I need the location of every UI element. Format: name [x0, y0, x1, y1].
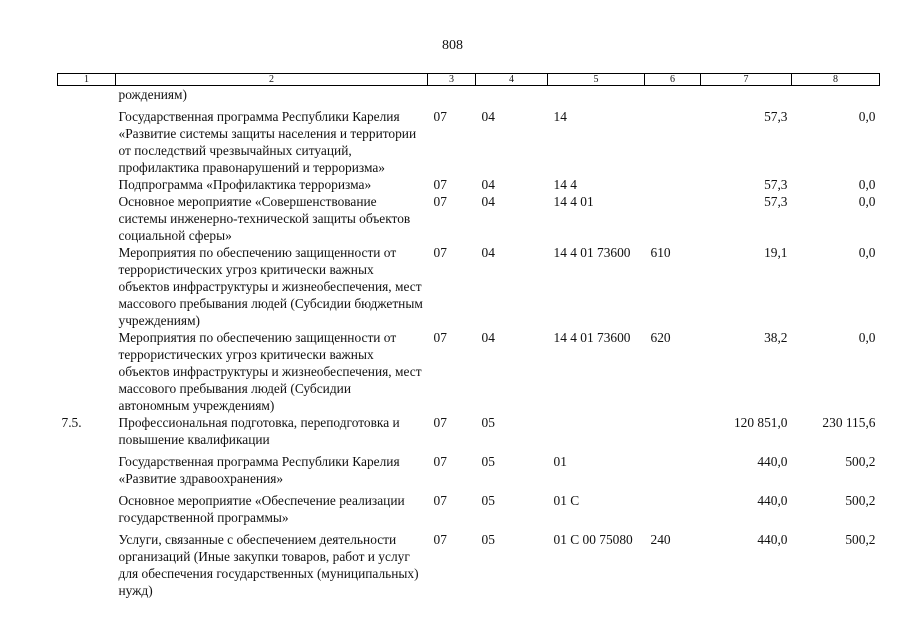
row-amount-col7: [701, 86, 792, 104]
row-expense-type: 620: [650, 330, 671, 345]
table-row: [58, 193, 880, 244]
row-section: 07: [433, 245, 447, 260]
row-section: 07: [433, 532, 447, 547]
table-row: [58, 414, 880, 448]
column-header-4: 4: [476, 74, 548, 86]
row-amount-col8: 230 115,6: [822, 415, 876, 430]
column-header-5: 5: [548, 74, 645, 86]
row-target-article: 14 4 01 73600: [553, 245, 631, 260]
row-amount-col8: 0,0: [858, 194, 876, 209]
row-number: [58, 193, 116, 244]
row-target-article: 14 4 01: [553, 194, 594, 209]
row-number: 7.5.: [61, 415, 82, 430]
table-row: [58, 329, 880, 414]
row-section: 07: [433, 194, 447, 209]
row-number: [58, 176, 116, 193]
row-subsection: 04: [481, 177, 495, 192]
row-expense-type: [645, 487, 701, 526]
row-section: 07: [433, 415, 447, 430]
row-target-article: 14: [553, 109, 567, 124]
row-amount-col8: 500,2: [845, 454, 876, 469]
row-number: [58, 244, 116, 329]
row-expense-type: [645, 176, 701, 193]
row-number: [58, 448, 116, 487]
column-header-3: 3: [428, 74, 476, 86]
table-body: [58, 86, 880, 600]
row-expense-type: 610: [650, 245, 671, 260]
row-name: Государственная программа Республики Карелия «Развитие здравоохранения»: [118, 454, 400, 486]
row-number: [58, 103, 116, 176]
table-row: [58, 176, 880, 193]
row-subsection: 04: [481, 109, 495, 124]
column-header-7: 7: [701, 74, 792, 86]
row-number: [58, 487, 116, 526]
row-subsection: [476, 86, 548, 104]
table-row: [58, 244, 880, 329]
row-amount-col7: 440,0: [757, 532, 788, 547]
row-name: рождениям): [118, 87, 187, 102]
row-number: [58, 329, 116, 414]
row-amount-col7: 120 851,0: [733, 415, 788, 430]
table-row: [58, 487, 880, 526]
row-expense-type: [645, 103, 701, 176]
column-header-2: 2: [116, 74, 428, 86]
row-number: [58, 526, 116, 599]
row-section: 07: [433, 177, 447, 192]
row-target-article: [548, 414, 645, 448]
row-amount-col7: 57,3: [764, 194, 788, 209]
row-name: Основное мероприятие «Совершенствование системы инженерно-технической защиты объектов социальной сферы»: [118, 194, 411, 243]
row-section: 07: [433, 454, 447, 469]
row-amount-col7: 19,1: [764, 245, 788, 260]
row-subsection: 05: [481, 493, 495, 508]
page-number: 808: [442, 38, 463, 53]
row-target-article: 01: [553, 454, 567, 469]
column-header-1: 1: [58, 74, 116, 86]
row-amount-col8: 500,2: [845, 532, 876, 547]
row-expense-type: [645, 448, 701, 487]
row-amount-col7: 57,3: [764, 109, 788, 124]
table-header-row: [58, 74, 880, 86]
table-row: [58, 86, 880, 104]
row-target-article: 14 4: [553, 177, 577, 192]
table-row: [58, 526, 880, 599]
row-expense-type: 240: [650, 532, 671, 547]
row-amount-col7: 57,3: [764, 177, 788, 192]
row-target-article: 01 С: [553, 493, 580, 508]
row-name: Основное мероприятие «Обеспечение реализации государственной программы»: [118, 493, 405, 525]
row-target-article: 01 С 00 75080: [553, 532, 633, 547]
row-name: Мероприятия по обеспечению защищенности от террористических угроз критически важных объектов инфраструктуры и жизнеобеспечения, мест массового пребывания людей (Субсидии автономным учреждениям): [118, 330, 422, 413]
row-amount-col7: 440,0: [757, 493, 788, 508]
column-header-6: 6: [645, 74, 701, 86]
budget-table: [57, 73, 880, 599]
row-section: 07: [433, 109, 447, 124]
row-section: 07: [433, 493, 447, 508]
row-subsection: 05: [481, 532, 495, 547]
row-name: Подпрограмма «Профилактика терроризма»: [118, 177, 372, 192]
row-amount-col8: [792, 86, 880, 104]
row-expense-type: [645, 193, 701, 244]
row-name: Услуги, связанные с обеспечением деятельности организаций (Иные закупки товаров, работ и услуг для обеспечения государственных (муниципальных) нужд): [118, 532, 419, 598]
row-section: 07: [433, 330, 447, 345]
row-amount-col8: 0,0: [858, 109, 876, 124]
table-row: [58, 103, 880, 176]
row-expense-type: [645, 414, 701, 448]
column-header-8: 8: [792, 74, 880, 86]
table-row: [58, 448, 880, 487]
row-name: Государственная программа Республики Карелия «Развитие системы защиты населения и территории от последствий чрезвычайных ситуаций, профилактика правонарушений и терроризма»: [118, 109, 417, 175]
row-amount-col8: 500,2: [845, 493, 876, 508]
row-amount-col7: 440,0: [757, 454, 788, 469]
row-name: Мероприятия по обеспечению защищенности от террористических угроз критически важных объектов инфраструктуры и жизнеобеспечения, мест массового пребывания людей (Субсидии бюджетным учреждениям): [118, 245, 423, 328]
row-target-article: [548, 86, 645, 104]
row-amount-col7: 38,2: [764, 330, 788, 345]
row-amount-col8: 0,0: [858, 330, 876, 345]
row-section: [428, 86, 476, 104]
row-amount-col8: 0,0: [858, 245, 876, 260]
row-amount-col8: 0,0: [858, 177, 876, 192]
row-subsection: 05: [481, 454, 495, 469]
row-subsection: 05: [481, 415, 495, 430]
row-number: [58, 86, 116, 104]
row-expense-type: [645, 86, 701, 104]
row-subsection: 04: [481, 194, 495, 209]
row-target-article: 14 4 01 73600: [553, 330, 631, 345]
row-name: Профессиональная подготовка, переподготовка и повышение квалификации: [118, 415, 400, 447]
row-subsection: 04: [481, 245, 495, 260]
row-subsection: 04: [481, 330, 495, 345]
